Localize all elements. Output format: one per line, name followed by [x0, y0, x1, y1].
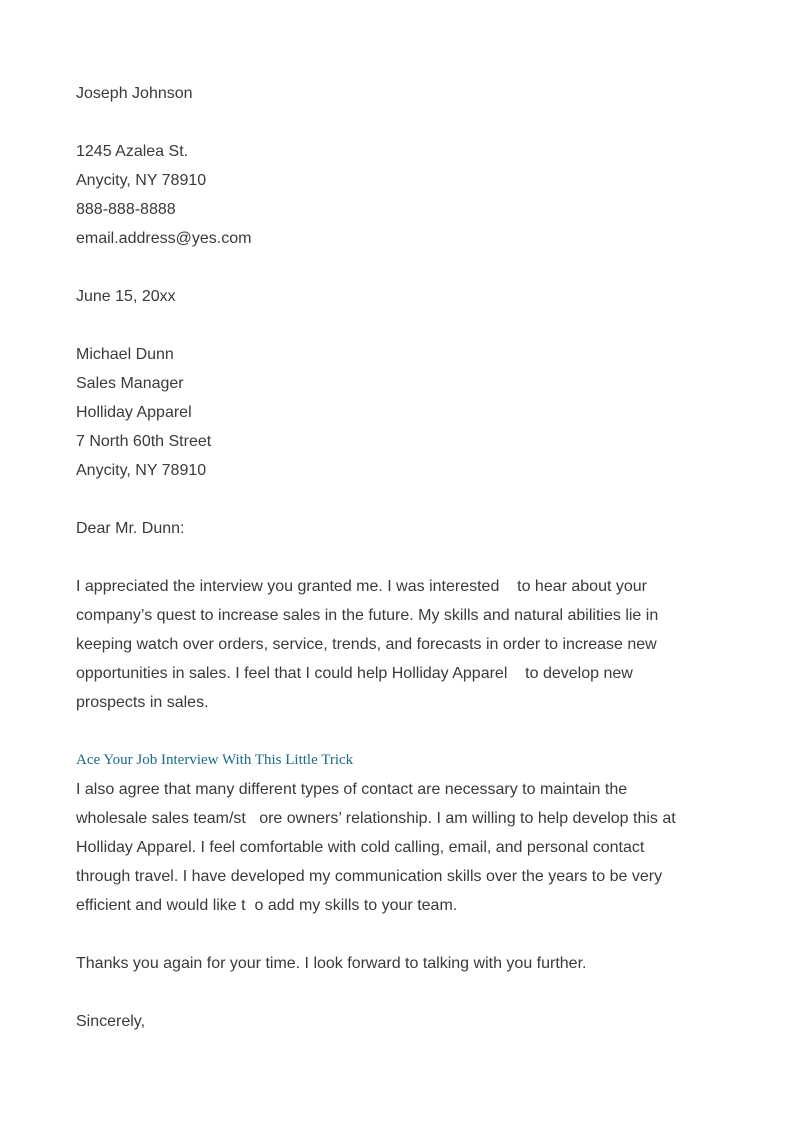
- sender-street: 1245 Azalea St.: [76, 143, 189, 160]
- paragraph-line: keeping watch over orders, service, trends, and forecasts in order to increase new: [76, 636, 657, 653]
- paragraph-3: Thanks you again for your time. I look forward to talking with you further.: [76, 955, 587, 972]
- paragraph-line: through travel. I have developed my communication skills over the years to be very: [76, 868, 663, 885]
- letter-date: June 15, 20xx: [76, 288, 176, 305]
- salutation: Dear Mr. Dunn:: [76, 520, 185, 537]
- spacer: [76, 543, 716, 572]
- recipient-block: [76, 340, 716, 485]
- spacer: [76, 108, 716, 137]
- paragraph-2: [76, 775, 716, 920]
- spacer: [76, 920, 716, 949]
- paragraph-line: opportunities in sales. I feel that I could help Holliday Apparel to develop new: [76, 665, 633, 682]
- paragraph-line: efficient and would like t o add my skills to your team.: [76, 897, 458, 914]
- paragraph-line: I also agree that many different types of contact are necessary to maintain the: [76, 781, 628, 798]
- cover-letter: [76, 79, 716, 1036]
- recipient-name: Michael Dunn: [76, 346, 174, 363]
- sender-phone: 888-888-8888: [76, 201, 176, 218]
- sender-name: Joseph Johnson: [76, 85, 193, 102]
- spacer: [76, 311, 716, 340]
- paragraph-line: company’s quest to increase sales in the future. My skills and natural abilities lie in: [76, 607, 659, 624]
- recipient-company: Holliday Apparel: [76, 404, 192, 421]
- recipient-city: Anycity, NY 78910: [76, 462, 207, 479]
- spacer: [76, 978, 716, 1007]
- recipient-street: 7 North 60th Street: [76, 433, 212, 450]
- sender-city: Anycity, NY 78910: [76, 172, 207, 189]
- spacer: [76, 253, 716, 282]
- paragraph-line: I appreciated the interview you granted me. I was interested to hear about your: [76, 578, 647, 595]
- paragraph-line: prospects in sales.: [76, 694, 209, 711]
- sender-email: email.address@yes.com: [76, 230, 252, 247]
- recipient-title: Sales Manager: [76, 375, 184, 392]
- sender-block: [76, 79, 716, 253]
- paragraph-1: [76, 572, 716, 717]
- closing: Sincerely,: [76, 1013, 146, 1030]
- paragraph-line: wholesale sales team/st ore owners’ relationship. I am willing to help develop this at: [76, 810, 676, 827]
- spacer: [76, 717, 716, 746]
- spacer: [76, 485, 716, 514]
- interview-trick-link[interactable]: Ace Your Job Interview With This Little Trick: [76, 752, 354, 768]
- paragraph-line: Holliday Apparel. I feel comfortable with cold calling, email, and personal contact: [76, 839, 645, 856]
